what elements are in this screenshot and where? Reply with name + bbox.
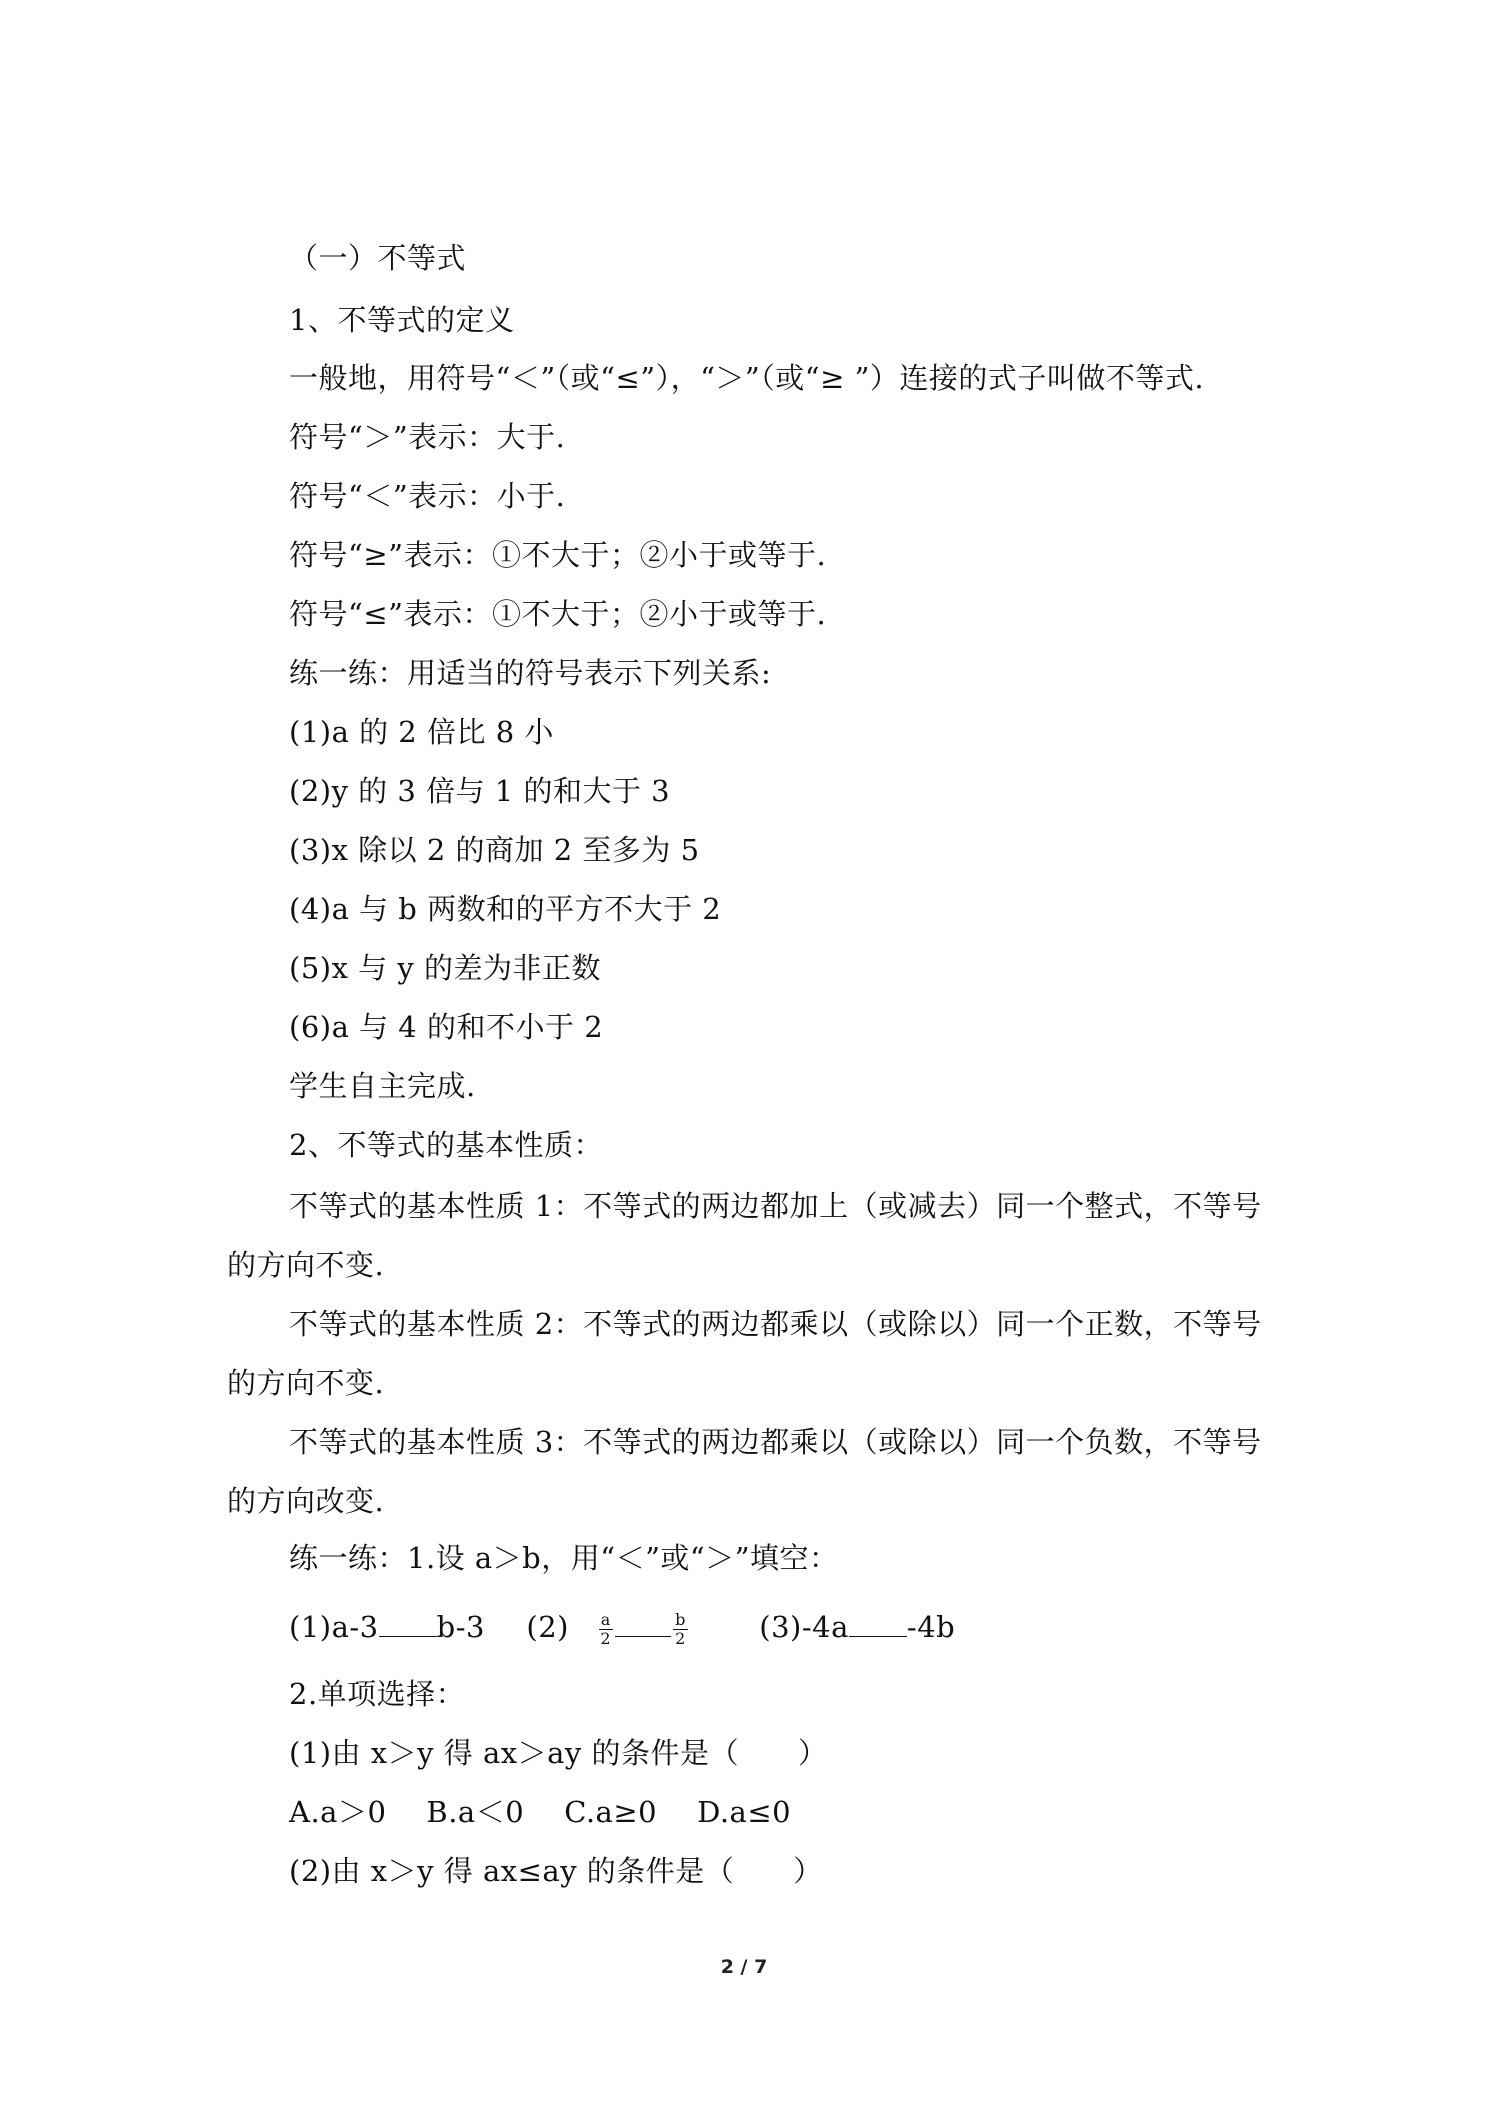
definition-text: 一般地，用符号“＜”（或“≤”），“＞”（或“≥ ”）连接的式子叫做不等式.: [289, 361, 1205, 395]
property-2: 不等式的基本性质 2：不等式的两边都乘以（或除以）同一个正数，不等号的方向不变.: [227, 1307, 1262, 1400]
question-1: (1)由 x＞y 得 ax＞ay 的条件是（ ）: [289, 1736, 828, 1770]
option-c: C.a≥0: [564, 1795, 658, 1829]
list-item: (4)a 与 b 两数和的平方不大于 2: [289, 892, 722, 926]
sec1-title: 1、不等式的定义: [289, 303, 515, 337]
list-item: (6)a 与 4 的和不小于 2: [289, 1010, 604, 1044]
list-item: (2)y 的 3 倍与 1 的和大于 3: [289, 774, 671, 808]
fill-in-row: [289, 1607, 955, 1648]
option-a: A.a＞0: [289, 1795, 387, 1829]
fill-3-left: (3)-4a: [759, 1610, 849, 1644]
option-b: B.a＜0: [426, 1795, 525, 1829]
property-1: 不等式的基本性质 1：不等式的两边都加上（或减去）同一个整式，不等号的方向不变.: [227, 1189, 1262, 1282]
practice-1-prompt: 练一练：用适当的符号表示下列关系:: [289, 656, 772, 690]
symbol-le: 符号“≤”表示：①不大于；②小于或等于.: [289, 597, 827, 631]
property-3: 不等式的基本性质 3：不等式的两边都乘以（或除以）同一个负数，不等号的方向改变.: [227, 1425, 1262, 1518]
list-item: (5)x 与 y 的差为非正数: [289, 951, 601, 985]
symbol-ge: 符号“≥”表示：①不大于；②小于或等于.: [289, 538, 827, 572]
fill-blank-2: [615, 1610, 671, 1637]
practice-2-prompt: 练一练：1.设 a＞b，用“＜”或“＞”填空：: [289, 1541, 839, 1575]
fill-3-right: -4b: [906, 1610, 956, 1644]
choice-title: 2.单项选择：: [289, 1677, 466, 1711]
fill-blank-3: [849, 1610, 907, 1637]
fill-2-label: (2): [526, 1610, 569, 1644]
self-complete-note: 学生自主完成.: [289, 1069, 476, 1103]
page-number: 2 / 7: [720, 1956, 768, 1978]
symbol-lt: 符号“＜”表示：小于.: [289, 479, 566, 513]
fill-1-right: b-3: [436, 1610, 485, 1644]
list-item: (3)x 除以 2 的商加 2 至多为 5: [289, 833, 700, 867]
symbol-gt: 符号“＞”表示：大于.: [289, 420, 566, 454]
fill-blank-1: [379, 1610, 437, 1637]
fill-1-left: (1)a-3: [289, 1610, 379, 1644]
question-2: (2)由 x＞y 得 ax≤ay 的条件是（ ）: [289, 1854, 823, 1888]
options-row: [289, 1792, 791, 1832]
fraction-b-over-2: $\frac{b}{2}$: [675, 1609, 686, 1648]
sec2-title: 2、不等式的基本性质：: [289, 1128, 603, 1162]
fraction-a-over-2: $\frac{a}{2}$: [600, 1609, 612, 1648]
option-d: D.a≤0: [697, 1795, 792, 1829]
section-heading: （一）不等式: [289, 241, 467, 275]
list-item: (1)a 的 2 倍比 8 小: [289, 715, 554, 749]
